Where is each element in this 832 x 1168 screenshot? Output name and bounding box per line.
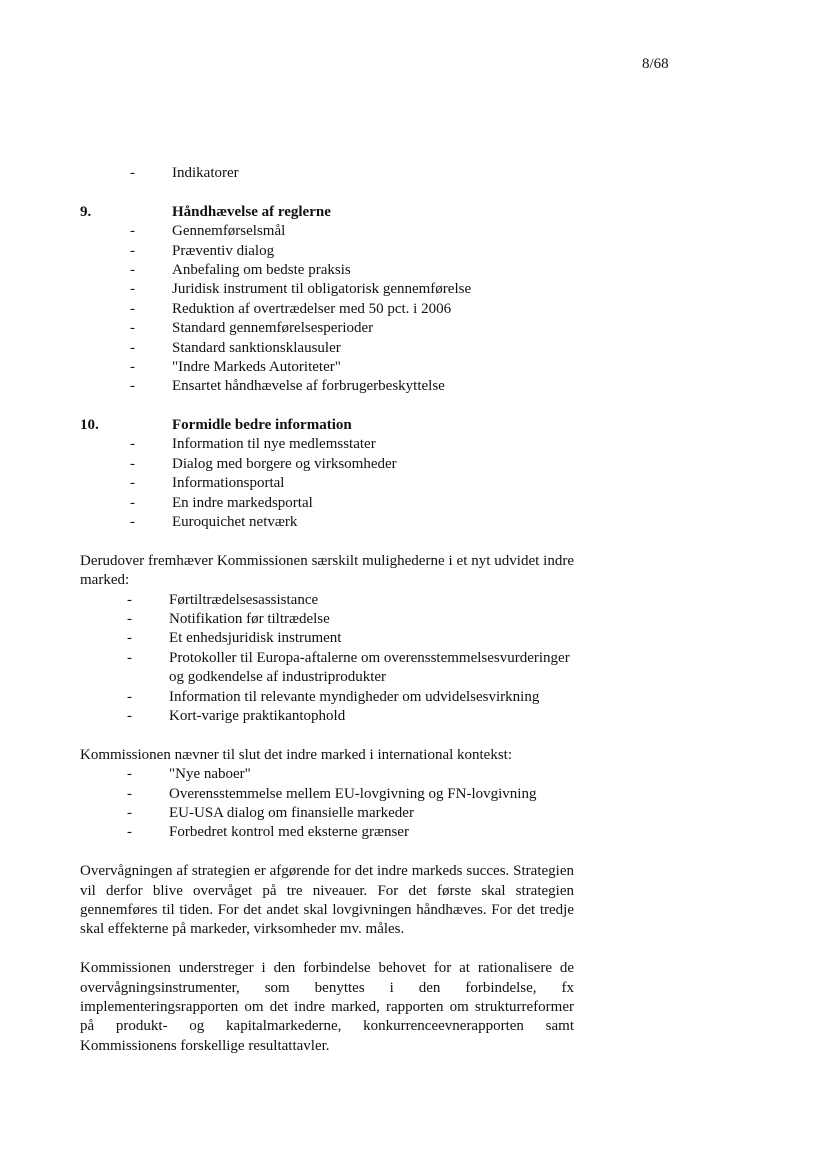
list-item (80, 610, 574, 629)
list-item-text: "Nye naboer" (169, 766, 251, 783)
list-item (80, 455, 574, 474)
list-item-text: Informationsportal (172, 475, 285, 492)
bullet-dash: - (130, 455, 135, 472)
bullet-dash: - (127, 688, 132, 705)
section-number: 10. (80, 417, 99, 434)
section-title: Formidle bedre information (172, 417, 352, 434)
list-item (80, 339, 574, 358)
list-item-text: Information til relevante myndigheder om udvidelsesvirkning (169, 688, 540, 705)
bullet-dash: - (130, 261, 135, 278)
list-item-text: Præventiv dialog (172, 242, 275, 259)
bullet-dash: - (127, 591, 132, 608)
section-title: Håndhævelse af reglerne (172, 203, 331, 220)
list-item-text: Gennemførselsmål (172, 223, 286, 240)
list-item-text: Juridisk instrument til obligatorisk gennemførelse (172, 281, 472, 298)
list-item-text: Ensartet håndhævelse af forbrugerbeskyttelse (172, 378, 445, 395)
list-item (80, 261, 574, 280)
section-heading (80, 203, 574, 222)
paragraph-enlargement-intro: Derudover fremhæver Kommissionen særskilt mulighederne i et nyt udvidet indre marked: (80, 552, 574, 589)
bullet-dash: - (130, 300, 135, 317)
list-item-text: Et enhedsjuridisk instrument (169, 630, 342, 647)
paragraph-instruments: Kommissionen understreger i den forbindelse behovet for at rationalisere de overvågningsinstrumenter, som benyttes i den forbindelse, fx implementeringsrapporten om det indre marked, rapporten om strukturreformer på produkt- og kapitalmarkederne, konkurrenceevnerapporten samt Kommissionens forskellige resultattavler. (80, 960, 574, 1054)
bullet-dash: - (130, 223, 135, 240)
bullet-dash: - (127, 824, 132, 841)
list-item-text: Førtiltrædelsesassistance (169, 591, 319, 608)
section-10 (80, 416, 574, 532)
list-item (80, 823, 574, 842)
list-item-text: Standard gennemførelsesperioder (172, 320, 374, 337)
section-number: 9. (80, 203, 92, 220)
list-item (80, 591, 574, 610)
list-item-text: Standard sanktionsklausuler (172, 339, 341, 356)
list-item-text: "Indre Markeds Autoriteter" (172, 358, 341, 375)
list-item (80, 688, 574, 707)
list-item-text: Anbefaling om bedste praksis (172, 261, 351, 278)
list-item (80, 785, 574, 804)
list-item-text: Kort-varige praktikantophold (169, 708, 346, 724)
bullet-dash: - (130, 242, 135, 259)
paragraph-monitoring: Overvågningen af strategien er afgørende for det indre markeds succes. Strategien vil derfor blive overvåget på tre niveauer. For det første skal strategien gennemføres til tiden. For det andet skal lovgivningen håndhæves. For det tredje skal effekterne på markeder, virksomheder mv. måles. (80, 863, 574, 938)
bullet-dash: - (130, 494, 135, 511)
paragraph-international-intro: Kommissionen nævner til slut det indre marked i international kontekst: (80, 746, 513, 763)
list-item-text: Reduktion af overtrædelser med 50 pct. i 2006 (172, 300, 452, 317)
list-item (80, 377, 574, 396)
list-item (80, 435, 574, 454)
section-9 (80, 203, 574, 397)
bullet-dash: - (127, 630, 132, 647)
list-item-text: Protokoller til Europa-aftalerne om overensstemmelsesvurderinger og godkendelse af industriprodukter (169, 649, 570, 686)
bullet-dash: - (127, 766, 132, 783)
bullet-dash: - (127, 785, 132, 802)
bullet-dash: - (130, 339, 135, 356)
bullet-dash: - (127, 611, 132, 628)
bullet-dash: - (130, 436, 135, 453)
enlargement-block (80, 552, 574, 727)
list-item-text: Notifikation før tiltrædelse (169, 611, 330, 628)
list-item (80, 474, 574, 493)
list-item-text: Overensstemmelse mellem EU-lovgivning og FN-lovgivning (169, 785, 537, 802)
list-item (80, 164, 574, 183)
list-item (80, 358, 574, 377)
list-item (80, 300, 574, 319)
section-heading (80, 416, 574, 435)
list-item-text: Forbedret kontrol med eksterne grænser (169, 824, 409, 841)
bullet-dash: - (130, 320, 135, 337)
bullet-dash: - (127, 708, 132, 724)
list-item-text: En indre markedsportal (172, 494, 313, 511)
bullet-dash: - (130, 475, 135, 492)
list-item (80, 222, 574, 241)
list-item-text: Information til nye medlemsstater (172, 436, 376, 453)
list-item (80, 494, 574, 513)
bullet-dash: - (130, 358, 135, 375)
list-item (80, 242, 574, 261)
document-body (80, 164, 574, 1056)
list-item (80, 804, 574, 823)
international-block (80, 746, 574, 843)
list-item (80, 765, 574, 784)
list-item (80, 319, 574, 338)
list-item (80, 513, 574, 532)
list-item-text: Indikatorer (172, 165, 239, 181)
bullet-dash: - (130, 165, 135, 181)
bullet-dash: - (127, 804, 132, 821)
page-number: 8/68 (642, 56, 669, 72)
list-item (80, 629, 574, 648)
bullet-dash: - (130, 378, 135, 395)
list-item (80, 707, 574, 726)
bullet-dash: - (130, 514, 135, 531)
bullet-dash: - (130, 281, 135, 298)
list-item (80, 280, 574, 299)
bullet-dash: - (127, 649, 132, 666)
list-item-text: EU-USA dialog om finansielle markeder (169, 804, 414, 821)
list-item-text: Dialog med borgere og virksomheder (172, 455, 397, 472)
list-item (80, 649, 574, 688)
list-item-text: Euroquichet netværk (172, 514, 298, 531)
